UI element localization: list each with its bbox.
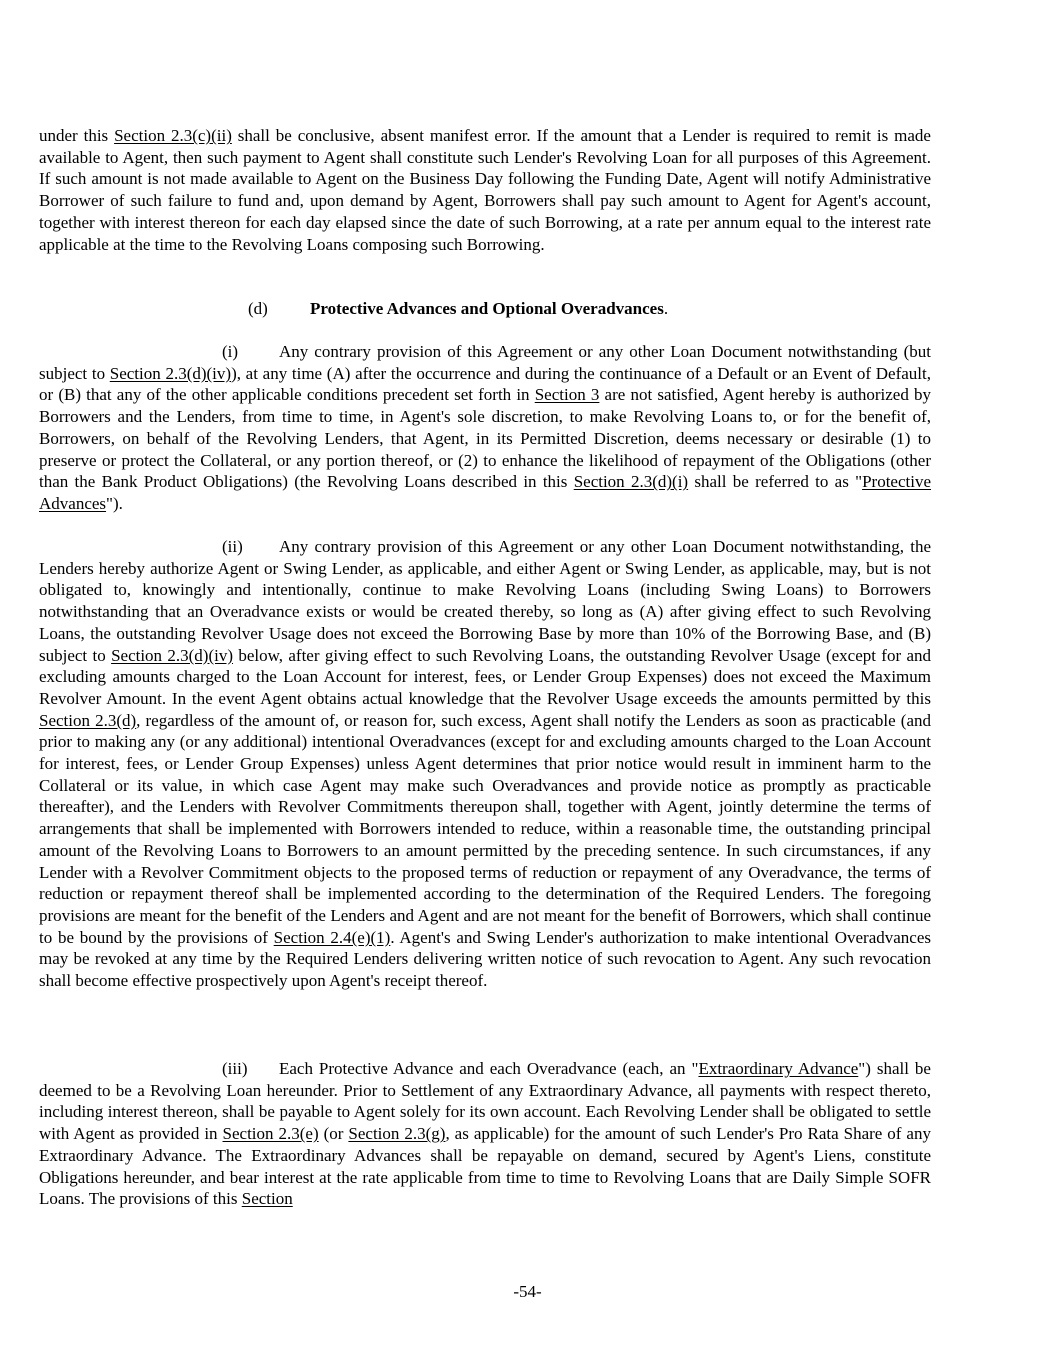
page-number: -54- xyxy=(513,1282,542,1301)
paragraph-d-iii: (iii) Each Protective Advance and each Overadvance (each, an "Extraordinary Advance") shall be deemed to be a Revolving Loan hereunder. Prior to Settlement of any Extraordinary Advance, all payments with respect thereto, including interest thereon, shall be payable to Agent solely for its own account. Each Revolving Lender shall be obligated to settle with Agent as provided in Section 2.3(e) (or Section 2.3(g), as applicable) for the amount of such Lender's Pro Rata Share of any Extraordinary Advance. The Extraordinary Advances shall be repayable on demand, secured by Agent's Liens, constitute Obligations hereunder, and bear interest at the rate applicable from time to time to Revolving Loans that are Daily Simple SOFR Loans. The provisions of this Section xyxy=(39,1059,931,1209)
heading-label: (d) xyxy=(248,299,268,318)
clause-number: (iii) xyxy=(222,1059,248,1078)
paragraph-d-ii: (ii) Any contrary provision of this Agreement or any other Loan Document notwithstanding, the Lenders hereby authorize Agent or Swing Lender, as applicable, and either Agent or Swing Lender, as applicable, may, but is not obligated to, knowingly and intentionally, continue to make Revolving Loans (including Swing Loans) to Borrowers notwithstanding that an Overadvance exists or would be created thereby, so long as (A) after giving effect to such Revolving Loans, the outstanding Revolver Usage does not exceed the Borrowing Base by more than 10% of the Borrowing Base, and (B) subject to Section 2.3(d)(iv) below, after giving effect to such Revolving Loans, the outstanding Revolver Usage (except for and excluding amounts charged to the Loan Account for interest, fees, or Lender Group Expenses) does not exceed the Maximum Revolver Amount. In the event Agent obtains actual knowledge that the Revolver Usage exceeds the amounts permitted by this Section 2.3(d), regardless of the amount of, or reason for, such excess, Agent shall notify the Lenders as soon as practicable (and prior to making any (or any additional) intentional Overadvances (except for and excluding amounts charged to the Loan Account for interest, fees, or Lender Group Expenses) unless Agent determines that prior notice would result in imminent harm to the Collateral or its value, in which case Agent may make such Overadvances and provide notice as promptly as practicable thereafter), and the Lenders with Revolver Commitments thereupon shall, together with Agent, jointly determine the terms of arrangements that shall be implemented with Borrowers intended to reduce, within a reasonable time, the outstanding principal amount of the Revolving Loans to Borrowers to an amount permitted by the preceding sentence. In such circumstances, if any Lender with a Revolver Commitment objects to the proposed terms of reduction or repayment of any Overadvance, the terms of reduction or repayment thereof shall be implemented according to the determination of the Required Lenders. The foregoing provisions are meant for the benefit of the Lenders and Agent and are not meant for the benefit of Borrowers, which shall continue to be bound by the provisions of Section 2.4(e)(1). Agent's and Swing Lender's authorization to make intentional Overadvances may be revoked at any time by the Required Lenders delivering written notice of such revocation to Agent. Any such revocation shall become effective prospectively upon Agent's receipt thereof. xyxy=(39,537,931,991)
defined-term: Protective Advances xyxy=(39,472,931,513)
section-reference: Section 2.3(d)(iv) xyxy=(109,363,232,383)
section-reference: Section 2.3(c)(ii) xyxy=(114,126,232,145)
heading-title: Protective Advances and Optional Overadvances xyxy=(310,299,664,318)
section-reference: Section 2.3(g) xyxy=(348,1124,446,1144)
section-reference: Section 2.3(d)(i) xyxy=(573,472,689,492)
section-reference: Section 2.3(d)(iv) xyxy=(111,645,234,665)
clause-number: (i) xyxy=(222,342,239,361)
paragraph-c-continuation: under this Section 2.3(c)(ii) shall be conclusive, absent manifest error. If the amount that a Lender is required to remit is made available to Agent, then such payment to Agent shall constitute such Lender's Revolving Loan for all purposes of this Agreement. If such amount is not made available to Agent on the Business Day following the Funding Date, Agent will notify Administrative Borrower of such failure to fund and, upon demand by Agent, Borrowers shall pay such amount to Agent for Agent's account, together with interest thereon for each day elapsed since the date of such Borrowing, at a rate per annum equal to the interest rate applicable at the time to the Revolving Loans composing such Borrowing. xyxy=(39,126,931,254)
paragraph-d-i: (i) Any contrary provision of this Agreement or any other Loan Document notwithstanding (but subject to Section 2.3(d)(iv)), at any time (A) after the occurrence and during the continuance of a Default or an Event of Default, or (B) that any of the other applicable conditions precedent set forth in Section 3 are not satisfied, Agent hereby is authorized by Borrowers and the Lenders, from time to time, in Agent's sole discretion, to make Revolving Loans to, or for the benefit of, Borrowers, on behalf of the Revolving Lenders, that Agent, in its Permitted Discretion, deems necessary or desirable (1) to preserve or protect the Collateral, or any portion thereof, or (2) to enhance the likelihood of repayment of the Obligations (other than the Bank Product Obligations) (the Revolving Loans described in this Section 2.3(d)(i) shall be referred to as "Protective Advances"). xyxy=(39,342,931,513)
section-reference: Section xyxy=(241,1189,293,1209)
section-heading-d: (d) Protective Advances and Optional Overadvances. xyxy=(248,299,669,318)
section-reference: Section 2.3(e) xyxy=(222,1124,319,1144)
section-reference: Section 3 xyxy=(534,385,600,405)
section-reference: Section 2.4(e)(1) xyxy=(273,927,391,947)
clause-number: (ii) xyxy=(222,537,243,556)
section-reference: Section 2.3(d) xyxy=(39,710,137,730)
defined-term: Extraordinary Advance xyxy=(698,1059,859,1078)
